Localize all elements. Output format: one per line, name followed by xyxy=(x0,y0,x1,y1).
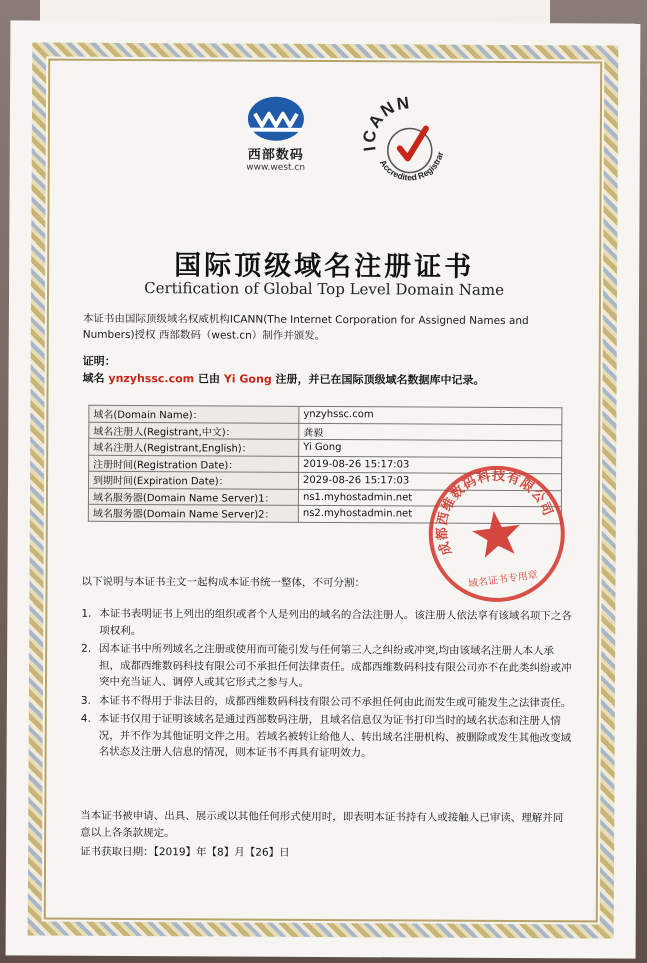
table-row xyxy=(89,438,562,457)
table-value: Yi Gong xyxy=(299,439,562,457)
table-key: 域名注册人(Registrant,中文)： xyxy=(89,422,299,440)
table-value: ns2.myhostadmin.net xyxy=(298,505,561,523)
intro-text: 本证书由国际顶级域名权威机构ICANN(The Internet Corporation for Assigned Names and Numbers)授权 西部数码（west.cn）制作并颁发。 xyxy=(82,312,529,343)
proof-middle: 已由 xyxy=(197,372,221,386)
table-key: 注册时间(Registration Date)： xyxy=(89,455,299,473)
icann-word: ICANN xyxy=(359,93,413,153)
table-value: ns1.myhostadmin.net xyxy=(298,489,561,507)
table-row xyxy=(89,405,562,424)
term-number: 3. xyxy=(80,694,91,707)
proof-registrant: Yi Gong xyxy=(223,372,272,386)
west-brand-name: 西部数码 xyxy=(247,147,304,163)
table-value: ynzyhssc.com xyxy=(299,406,562,424)
table-value: 2019-08-26 15:17:03 xyxy=(299,456,562,474)
west-logo-icon xyxy=(247,96,305,142)
logo-area xyxy=(53,65,596,218)
icann-sub: Accredited Registrar xyxy=(377,150,446,183)
term-number: 4. xyxy=(80,712,91,725)
list-item xyxy=(81,711,573,763)
certificate-sheet xyxy=(6,20,641,958)
table-key: 到期时间(Expiration Date)： xyxy=(89,471,299,489)
certificate-content xyxy=(50,65,596,918)
list-item xyxy=(81,641,573,693)
title-english: Certification of Global Top Level Domain Name xyxy=(144,279,505,299)
table-key: 域名服务器(Domain Name Server)1： xyxy=(88,488,298,506)
seal-company: 成都西维数码科技有限公司 xyxy=(434,468,556,558)
term-text: 本证书仅用于证明该域名是通过西部数码注册，且域名信息仅为证书打印当时的域名状态和注册人情况，并不作为其他证明文件之用。若域名被转让给他人、转出域名注册机构、被删除或发生其他改变域名状态及注册人信息的情况，则本证书不再具有证明效力。 xyxy=(98,712,572,760)
terms-list xyxy=(81,606,574,765)
seal-stamp-icon xyxy=(412,450,581,619)
note-heading: 以下说明与本证书主文一起构成本证书统一整体，不可分割： xyxy=(81,575,366,590)
svg-text:ICANN xyxy=(359,93,412,153)
closing-text: 当本证书被申请、出具、展示或以其他任何形式使用时，即表明本证书持有人或接触人已审读、理解并同意以上各条款规定。 xyxy=(80,809,564,839)
title-chinese: 国际顶级域名注册证书 xyxy=(174,250,475,283)
west-logo xyxy=(234,96,318,173)
table-value: 龚毅 xyxy=(299,423,562,441)
list-item xyxy=(81,692,573,711)
table-key: 域名服务器(Domain Name Server)2： xyxy=(88,504,298,522)
term-text: 本证书不得用于非法目的，成都西维数码科技有限公司不承担任何由此而发生或可能发生之法律责任。 xyxy=(98,694,572,709)
table-value: 2029-08-26 15:17:03 xyxy=(299,472,562,490)
proof-domain: ynzyhssc.com xyxy=(108,371,195,386)
table-key: 域名注册人(Registrant,English)： xyxy=(89,438,299,456)
table-row xyxy=(89,422,562,441)
term-number: 1. xyxy=(81,607,92,620)
icann-emblem-icon xyxy=(358,88,459,199)
proof-label: 证明： xyxy=(82,354,116,368)
proof-prefix: 域名 xyxy=(82,371,105,385)
icann-logo xyxy=(358,88,459,199)
seal-purpose: 域名证书专用章 xyxy=(467,569,539,591)
table-key: 域名(Domain Name)： xyxy=(89,405,299,423)
term-text: 因本证书中所列域名之注册或使用而可能引发与任何第三人之纠纷或冲突,均由该域名注册人本人承担，成都西维数码科技有限公司不承担任何法律责任。成都西维数码科技有限公司亦不在此类纠纷或冲突中充当证人、调停人或其它形式之参与人。 xyxy=(98,642,572,689)
certificate-date: 证书获取日期：【2019】年【8】月【26】日 xyxy=(80,845,290,859)
proof-suffix: 注册，并已在国际顶级域名数据库中记录。 xyxy=(275,372,485,387)
company-seal xyxy=(412,450,581,619)
list-item xyxy=(81,606,573,642)
proof-statement xyxy=(83,370,485,388)
term-text: 本证书表明证书上列出的组织或者个人是列出的域名的合法注册人。该注册人依法享有该域名项下之各项权利。 xyxy=(99,607,572,637)
term-number: 2. xyxy=(81,642,92,655)
west-brand-url: www.west.cn xyxy=(246,162,306,173)
